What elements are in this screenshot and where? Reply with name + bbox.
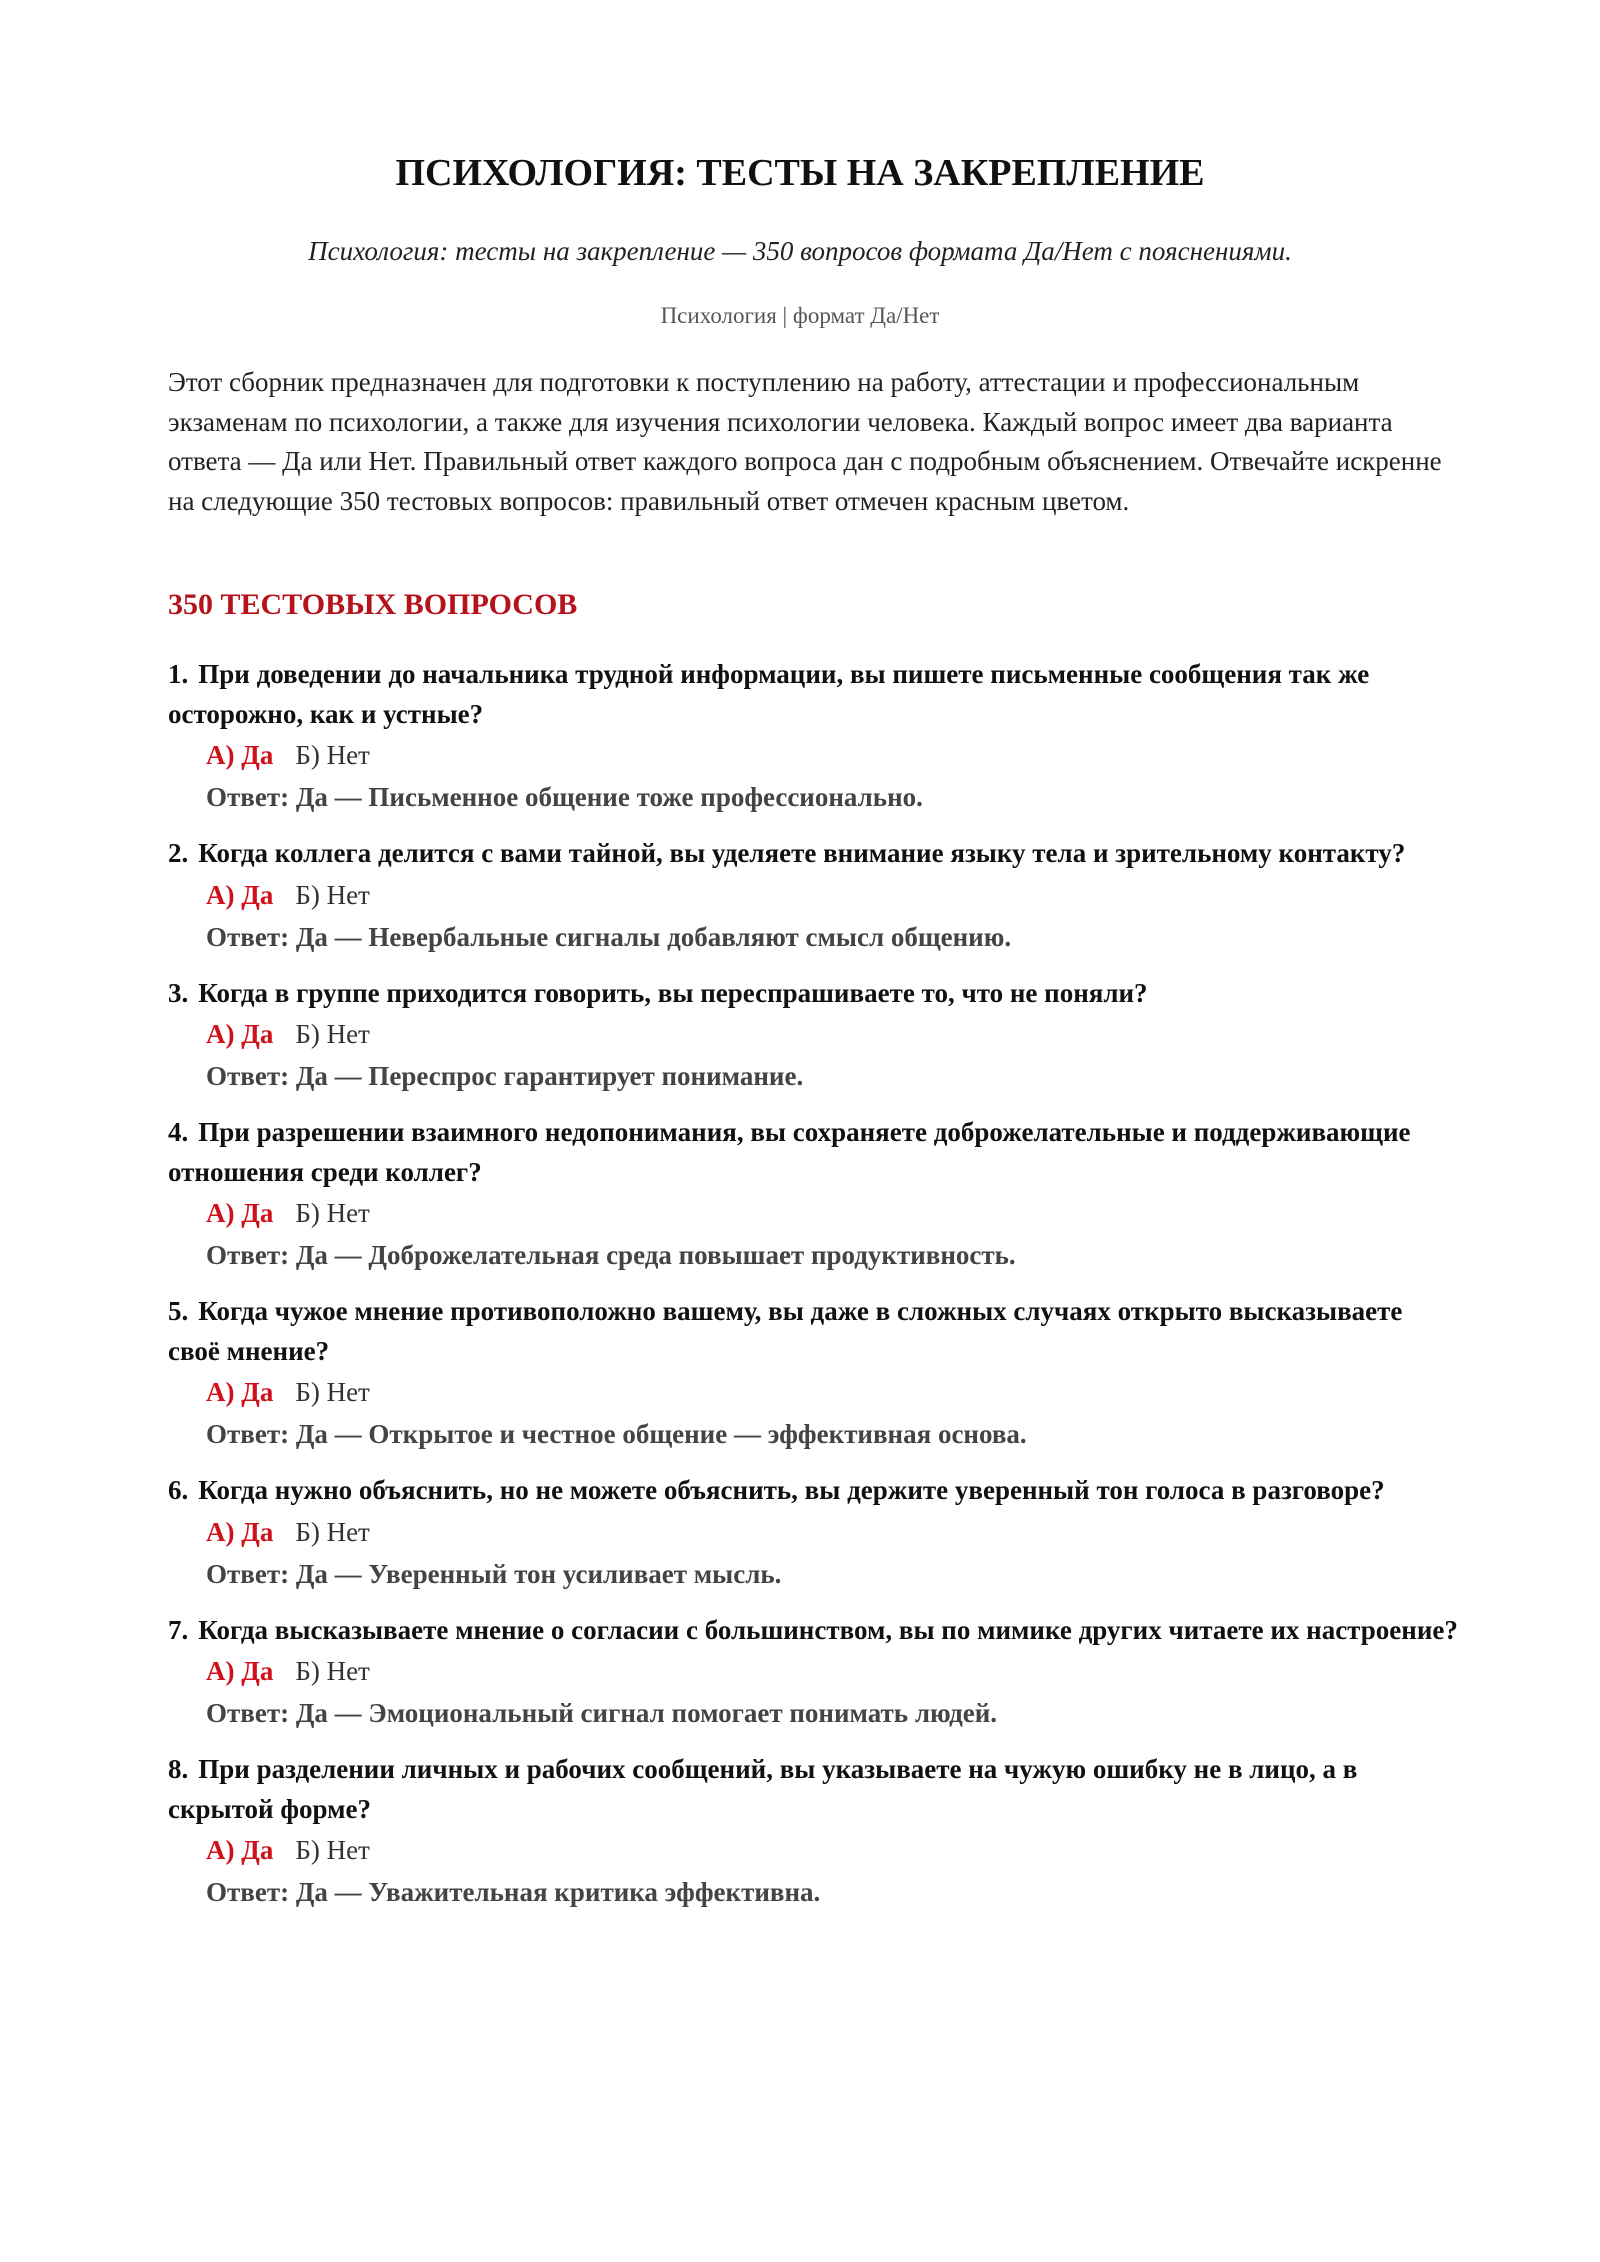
answer-options bbox=[168, 1829, 1458, 1871]
option-correct: А) Да bbox=[206, 1377, 274, 1407]
question-number: 7. bbox=[168, 1614, 189, 1645]
question-item bbox=[168, 1611, 1458, 1735]
answer-explanation: Ответ: Да — Доброжелательная среда повышает продуктивность. bbox=[206, 1240, 1016, 1270]
question-list bbox=[168, 655, 1458, 1929]
question-number: 3. bbox=[168, 977, 189, 1008]
option-correct: А) Да bbox=[206, 1019, 274, 1049]
answer-options bbox=[168, 1371, 1458, 1413]
question-text bbox=[168, 1113, 1458, 1192]
question-number: 5. bbox=[168, 1296, 189, 1326]
question-number: 8. bbox=[168, 1754, 189, 1784]
page-title: ПСИХОЛОГИЯ: ТЕСТЫ НА ЗАКРЕПЛЕНИЕ bbox=[395, 152, 1205, 194]
option-other: Б) Нет bbox=[295, 1198, 370, 1228]
option-correct: А) Да bbox=[206, 740, 274, 770]
question-item bbox=[168, 1113, 1458, 1276]
option-correct: А) Да bbox=[206, 1198, 274, 1228]
question-number: 6. bbox=[168, 1475, 189, 1505]
question-text bbox=[168, 1611, 1458, 1651]
question-body: Когда нужно объяснить, но не можете объяснить, вы держите уверенный тон голоса в разговоре? bbox=[198, 1475, 1385, 1505]
option-other: Б) Нет bbox=[295, 1835, 370, 1865]
question-number: 4. bbox=[168, 1117, 189, 1147]
section-heading: 350 ТЕСТОВЫХ ВОПРОСОВ bbox=[168, 588, 578, 621]
answer-options bbox=[168, 734, 1458, 776]
question-text bbox=[168, 1750, 1458, 1829]
answer-explanation: Ответ: Да — Уверенный тон усиливает мысль. bbox=[206, 1558, 782, 1589]
page-meta: Психология | формат Да/Нет bbox=[660, 303, 940, 328]
question-text bbox=[168, 655, 1458, 734]
answer-explanation: Ответ: Да — Открытое и честное общение — эффективная основа. bbox=[206, 1419, 1027, 1449]
question-text bbox=[168, 974, 1458, 1014]
answer-options bbox=[168, 1650, 1458, 1692]
option-correct: А) Да bbox=[206, 1516, 274, 1547]
question-text bbox=[168, 834, 1458, 874]
intro-paragraph: Этот сборник предназначен для подготовки к поступлению на работу, аттестации и профессиональным экзаменам по психологии, а также для изучения психологии человека. Каждый вопрос имеет два варианта ответа — Да или Нет. Правильный ответ каждого вопроса дан с подробным объяснением. Отвечайте искренне на следующие 350 тестовых вопросов: правильный ответ отмечен красным цветом. bbox=[168, 367, 1442, 516]
page-subtitle: Психология: тесты на закрепление — 350 вопросов формата Да/Нет с пояснениями. bbox=[308, 236, 1292, 266]
option-correct: А) Да bbox=[206, 1656, 274, 1686]
question-body: При доведении до начальника трудной информации, вы пишете письменные сообщения так же осторожно, как и устные? bbox=[168, 659, 1370, 729]
question-item bbox=[168, 834, 1458, 958]
answer-explanation: Ответ: Да — Переспрос гарантирует понимание. bbox=[206, 1061, 804, 1091]
answer-explanation: Ответ: Да — Эмоциональный сигнал помогает понимать людей. bbox=[206, 1698, 998, 1728]
question-text bbox=[168, 1292, 1458, 1371]
question-item bbox=[168, 655, 1458, 818]
answer-explanation: Ответ: Да — Уважительная критика эффективна. bbox=[206, 1877, 821, 1907]
answer-options bbox=[168, 1013, 1458, 1055]
option-other: Б) Нет bbox=[295, 1019, 370, 1049]
question-body: При разрешении взаимного недопонимания, вы сохраняете доброжелательные и поддерживающие отношения среди коллег? bbox=[168, 1117, 1411, 1187]
option-correct: А) Да bbox=[206, 879, 274, 910]
option-correct: А) Да bbox=[206, 1835, 274, 1865]
option-other: Б) Нет bbox=[295, 1377, 370, 1407]
question-body: Когда в группе приходится говорить, вы переспрашиваете то, что не поняли? bbox=[198, 977, 1148, 1008]
answer-options bbox=[168, 1511, 1458, 1553]
answer-options bbox=[168, 1192, 1458, 1234]
answer-explanation: Ответ: Да — Письменное общение тоже профессионально. bbox=[206, 782, 923, 812]
question-item bbox=[168, 1292, 1458, 1455]
answer-explanation: Ответ: Да — Невербальные сигналы добавляют смысл общению. bbox=[206, 921, 1012, 952]
question-number: 1. bbox=[168, 659, 189, 689]
question-text bbox=[168, 1471, 1458, 1511]
option-other: Б) Нет bbox=[295, 1656, 370, 1686]
question-body: Когда высказываете мнение о согласии с большинством, вы по мимике других читаете их настроение? bbox=[198, 1614, 1458, 1645]
question-body: При разделении личных и рабочих сообщений, вы указываете на чужую ошибку не в лицо, а в скрытой форме? bbox=[168, 1754, 1358, 1824]
option-other: Б) Нет bbox=[295, 740, 370, 770]
question-item bbox=[168, 974, 1458, 1098]
answer-options bbox=[168, 874, 1458, 916]
question-body: Когда чужое мнение противоположно вашему, вы даже в сложных случаях открыто высказываете своё мнение? bbox=[168, 1296, 1403, 1366]
question-item bbox=[168, 1471, 1458, 1595]
option-other: Б) Нет bbox=[295, 1516, 370, 1547]
option-other: Б) Нет bbox=[295, 879, 370, 910]
question-body: Когда коллега делится с вами тайной, вы уделяете внимание языку тела и зрительному контакту? bbox=[198, 838, 1406, 868]
question-number: 2. bbox=[168, 838, 189, 868]
question-item bbox=[168, 1750, 1458, 1913]
